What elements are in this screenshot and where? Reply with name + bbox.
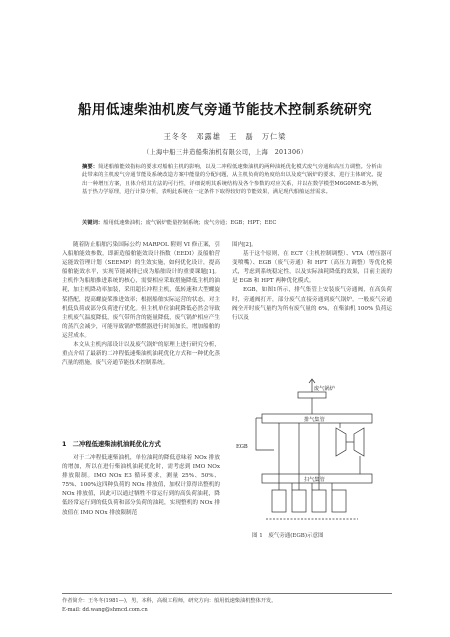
label-egb: EGB <box>236 444 248 450</box>
author-list: 王冬冬 邓露雄 王 磊 万仁梁 <box>163 132 287 141</box>
right-column <box>232 241 392 323</box>
label-receiver: 排气集管 <box>304 417 325 423</box>
body-paragraph: EGB，如图1所示，排气集管上安装废气旁通阀，在高负荷时，旁通阀打开，部分废气直接旁通到废气锅炉，一般废气旁通阀全开时废气量约为所有废气量的 6%，在柴油机 100% 负荷运行以及 <box>232 287 392 321</box>
cylinder-2 <box>292 490 306 512</box>
paper-title: 船用低速柴油机废气旁通节能技术控制系统研究 <box>78 102 372 118</box>
keywords-text: 船用低速柴油机；废气锅炉能量控制系统；废气旁通；EGB；HPT；EEC <box>103 220 277 226</box>
section-heading: 1 二冲程低速柴油机油耗优化方式 <box>62 441 161 448</box>
affiliation: （上海中船三井造船柴油机有限公司，上海 201306） <box>142 149 308 156</box>
label-exhaust-boiler: 废气锅炉 <box>314 386 335 392</box>
cylinder-4 <box>332 490 346 512</box>
body-paragraph: 本文从主机内部设计以及废气锅炉的原理上进行研究分析，重点介绍了最新的二冲程低速柴油机油耗优化方式和一种优化蒸汽量的措施，废气旁通节能技术控制系统。 <box>62 342 220 367</box>
author-footnote: 作者简介：王冬冬(1981—)，男，本科，高级工程师，研究方向：船用低速柴油机整体开发。 E-mail: dd.wang@shmcd.com.cn <box>62 598 277 613</box>
abstract <box>82 163 382 196</box>
exhaust-boiler-box <box>298 392 326 398</box>
egb-schematic-figure <box>232 378 392 528</box>
left-column-section1 <box>62 454 220 518</box>
body-paragraph: 随着防止船舶污染国际公约 MARPOL 附则 VI 修正案，引入船舶能效参数，即新造船舶能效设计指数（EEDI）及船舶营运能效管理计划（SEEMP）的生效实施，如何优化设计，提高船舶能效水平，实现节能减排已成为船舶设计的重要课题[1]。主机作为船舶推进系统的核心，需要相应采取措施降低主机的油耗，加主机降功率加装，采用超长冲程主机，低转速和大型螺旋桨搭配，提高螺旋桨推进效率；根据船舶实际运营的状态，对主机低负荷或部分负荷进行优化。但主机单位油耗降低必然会导致主机废气温度降低，废气带所含的能量降低，废气锅炉相应产生的蒸汽会减少，可能导致锅炉燃燃器进行时间加长，增加船舶的运营成本。 <box>62 242 220 339</box>
figure-caption: 图 1 废气旁通(EGB)示意图 <box>252 533 324 539</box>
footnote-divider <box>62 593 392 594</box>
abstract-label: 摘要： <box>82 164 99 170</box>
body-paragraph: 对于二冲程低速柴油机，单位油耗的降低意味着 NOx 排放的增加，所以在进行柴油机油耗优化时，需考虑到 IMO NOx 排放限制。IMO NOx E3 循环要求，测量 25%、50%、75%、100%这四种负荷的 NOx 排放值，加权计算得出整机的 NOx 排放值，因此可以通过牺牲不常运行到的高负荷油耗，降低经常运行到的低负荷和部分负荷的油耗，实现整机的 NOx 排放值在 IMO NOx 排放限制范 <box>62 455 220 516</box>
left-column-intro <box>62 241 220 368</box>
keywords <box>82 219 382 227</box>
turbine-icon <box>336 428 346 456</box>
body-paragraph: 围内[2]。 <box>232 242 257 248</box>
cylinder-1 <box>272 490 286 512</box>
compressor-icon <box>354 428 364 456</box>
body-paragraph: 基于这个原则，在 ECT（主机控制调整）、VTA（增压器可变喷嘴）、EGB（废气旁通）和 HPT（高压力调整）等优化模式，考虑到系统稳定性，以及实际油耗降低的效果，目前主流的是 EGB 和 HPT 两种优化模式。 <box>232 251 392 285</box>
label-air-receiver: 扫气集管 <box>304 477 325 483</box>
keywords-label: 关键词： <box>82 220 104 226</box>
cylinder-3 <box>312 490 326 512</box>
abstract-text: 简述船舶能效指标的要求对船舶主机的影响，以及二冲程低速柴油机的两种油耗优化模式废气旁通和高压力调整。分析由此带来的主机废气旁通节能及系统改造方案中能量的分配问题，从主机负荷的角度给出以及废气锅炉的要求，进行主体研究。提出一种增压方案，且体介绍其方法的可行性，详细说明其系统结构及各个参数的对应关系，并以在数学模型M6G0ME-B为例，基于热力学原理，进行计算分析，表明此系统在一定条件下取得较好的节能效果，满足现代船舶运营需求。 <box>82 164 382 195</box>
